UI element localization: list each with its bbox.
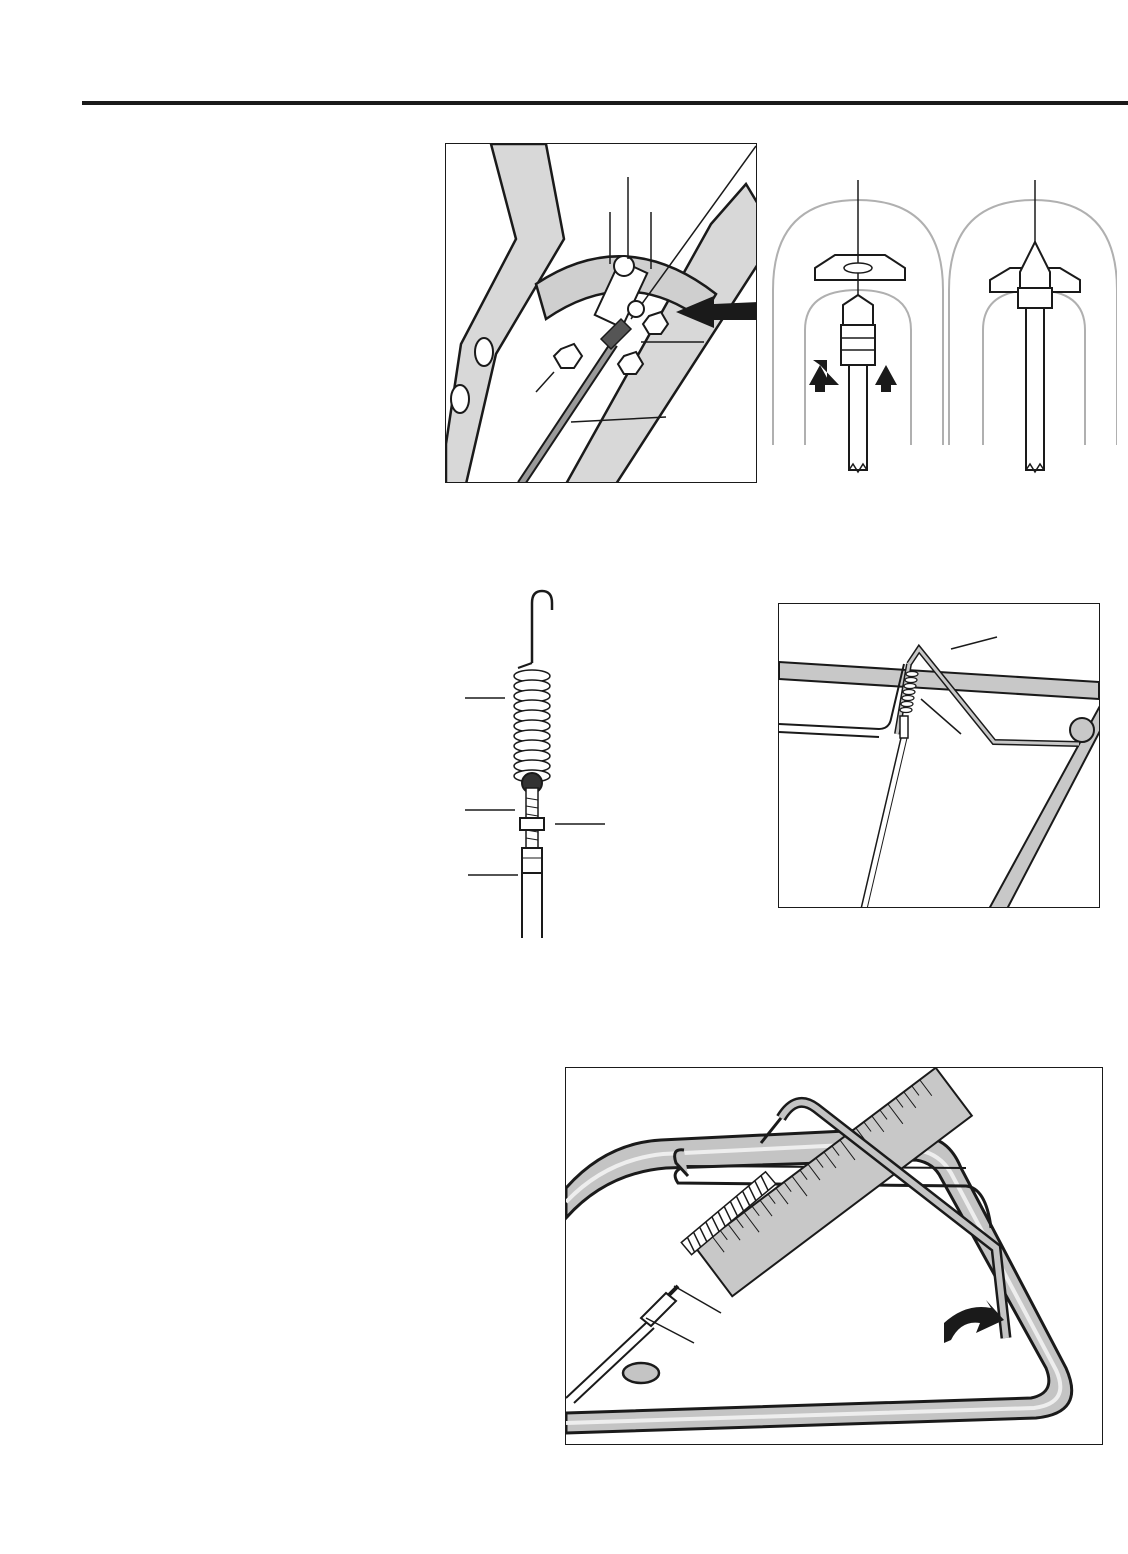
- spring-hooked-to-bail-illustration-icon: [779, 604, 1100, 908]
- spring-measurement-illustration-icon: [566, 1068, 1103, 1445]
- cable-insertion-illustration-icon: [765, 180, 1117, 475]
- spring-adjuster-illustration-icon: [460, 588, 620, 938]
- spring-on-bail-figure: [778, 603, 1100, 908]
- spring-measure-figure: [565, 1067, 1103, 1445]
- spring-assembly-figure: [460, 588, 620, 938]
- cable-insertion-figure: [765, 180, 1117, 475]
- cable-clamp-illustration-icon: [446, 144, 757, 483]
- cable-clamp-figure: [445, 143, 757, 483]
- header-rule: [82, 101, 1128, 105]
